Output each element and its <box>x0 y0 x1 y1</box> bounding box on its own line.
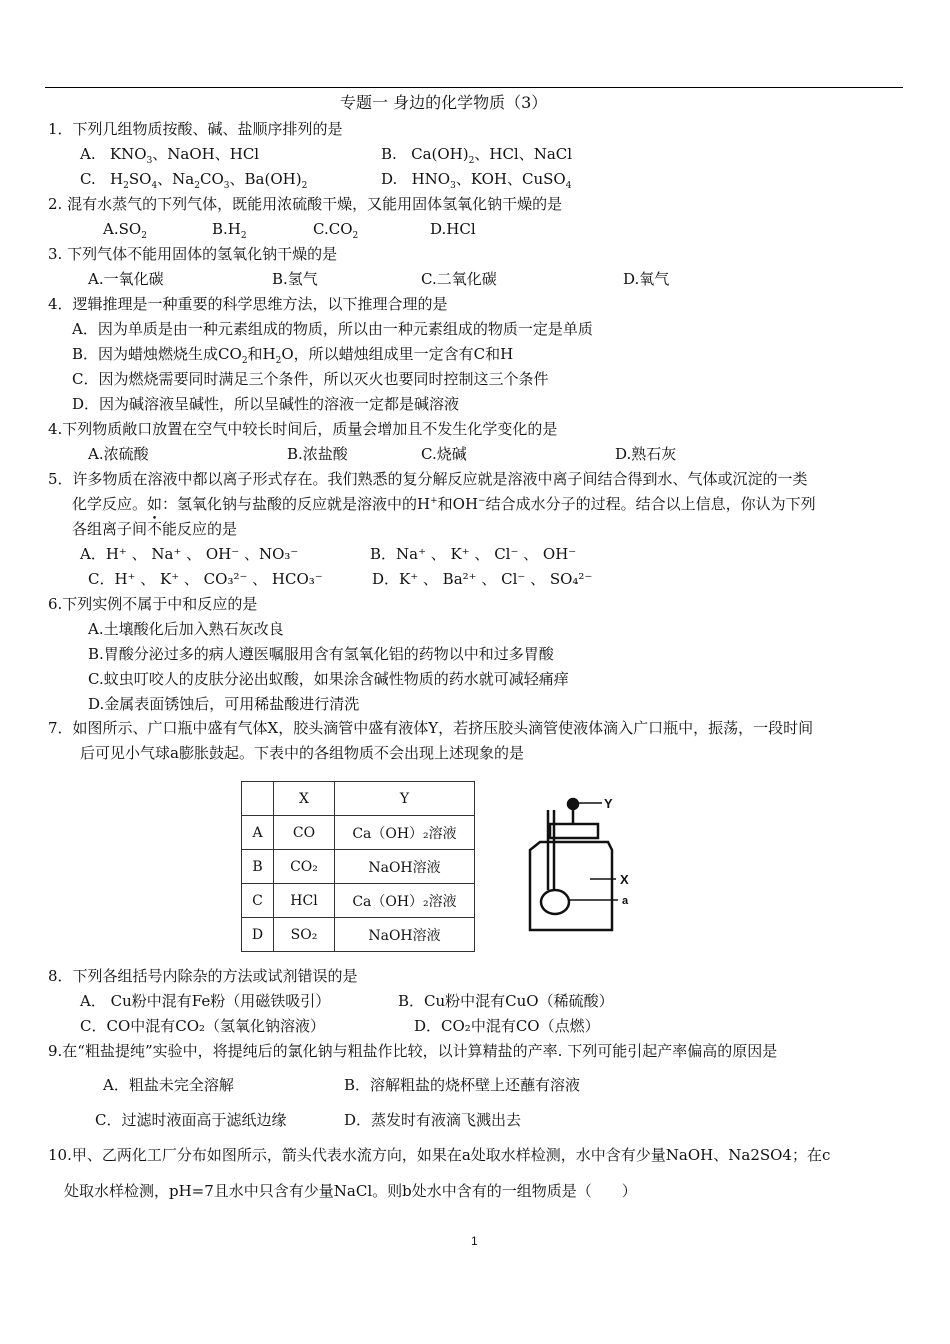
table-row <box>242 918 475 952</box>
table-header-cell <box>242 782 274 816</box>
q10-line2: 处取水样检测，pH=7且水中只含有少量NaCl。则b处水中含有的一组物质是（ ） <box>64 1182 637 1200</box>
q6-option-d: D.金属表面锈蚀后，可用稀盐酸进行清洗 <box>88 695 360 713</box>
q6-stem: 6.下列实例不属于中和反应的是 <box>48 595 258 613</box>
q2-option-c: $C.CO_2$ <box>313 220 359 241</box>
q5-line3: 各组离子间不能反应的是 <box>72 520 238 538</box>
q1-option-d: D. $HNO_3$、KOH、CuSO$_4$ <box>381 170 572 191</box>
q4b-option-a: A.浓硫酸 <box>88 445 149 463</box>
q4b-stem: 4.下列物质敞口放置在空气中较长时间后，质量会增加且不发生化学变化的是 <box>48 420 558 438</box>
q6-option-c: C.蚊虫叮咬人的皮肤分泌出蚁酸，如果涂含碱性物质的药水就可减轻痛痒 <box>88 670 569 688</box>
table-cell: CO₂ <box>274 850 335 884</box>
table-cell: A <box>242 816 274 850</box>
q10-line1: 10.甲、乙两化工厂分布如图所示，箭头代表水流方向，如果在a处取水样检测，水中含有少量NaOH、Na2SO4；在c <box>48 1146 831 1164</box>
q3-option-c: C.二氧化碳 <box>421 270 497 288</box>
q7-line2: 后可见小气球a膨胀鼓起。下表中的各组物质不会出现上述现象的是 <box>80 744 524 762</box>
table-row <box>242 850 475 884</box>
page-title: 专题一 身边的化学物质（3） <box>340 93 548 112</box>
q8-option-d: D．CO₂中混有CO（点燃） <box>414 1017 600 1035</box>
q5-option-a: A．H⁺ 、 Na⁺ 、 OH⁻ 、NO₃⁻ <box>80 545 299 563</box>
q1-option-a: A. $KNO_3$、NaOH、HCl <box>80 145 260 166</box>
table-cell: CO <box>274 816 335 850</box>
q3-option-b: B.氢气 <box>272 270 318 288</box>
table-header-row <box>242 782 475 816</box>
table-row <box>242 884 475 918</box>
q4-option-a: A．因为单质是由一种元素组成的物质，所以由一种元素组成的物质一定是单质 <box>72 320 593 338</box>
q5-line1: 5．许多物质在溶液中都以离子形式存在。我们熟悉的复分解反应就是溶液中离子间结合得到水、气体或沉淀的一类 <box>48 470 808 488</box>
q3-stem: 3. 下列气体不能用固体的氢氧化钠干燥的是 <box>48 245 338 263</box>
dropper-bulb <box>568 799 578 809</box>
q9-option-b: B．溶解粗盐的烧杯壁上还蘸有溶液 <box>344 1076 581 1094</box>
table-cell: B <box>242 850 274 884</box>
table-header-cell: X <box>274 782 335 816</box>
q9-option-a: A．粗盐未完全溶解 <box>103 1076 234 1094</box>
q2-option-b: $B.H_2$ <box>212 220 247 241</box>
balloon <box>541 890 569 914</box>
q5-option-d: D．K⁺ 、 Ba²⁺ 、 Cl⁻ 、 SO₄²⁻ <box>372 570 593 588</box>
q8-option-a: A． Cu粉中混有Fe粉（用磁铁吸引） <box>80 992 331 1010</box>
q7-line1: 7．如图所示、广口瓶中盛有气体X，胶头滴管中盛有液体Y，若挤压胶头滴管使液体滴入广口瓶中，振荡，一段时间 <box>48 719 814 737</box>
top-rule <box>45 87 903 88</box>
table-cell: SO₂ <box>274 918 335 952</box>
table-header-cell: Y <box>335 782 475 816</box>
q5-option-c: C．H⁺ 、 K⁺ 、 CO₃²⁻ 、 HCO₃⁻ <box>88 570 323 588</box>
table-cell: D <box>242 918 274 952</box>
stopper <box>550 824 598 838</box>
q9-option-c: C．过滤时液面高于滤纸边缘 <box>95 1111 287 1129</box>
q4b-option-c: C.烧碱 <box>421 445 467 463</box>
table-row <box>242 816 475 850</box>
q5-line2: 化学反应。如：氢氧化钠与盐酸的反应就是溶液中的H+和OH−结合成水分子的过程。结合以上信息，你认为下列 <box>72 495 816 513</box>
q4-stem: 4．逻辑推理是一种重要的科学思维方法，以下推理合理的是 <box>48 295 448 313</box>
q2-option-a: $A.SO_2$ <box>103 220 147 241</box>
table-cell: Ca（OH）₂溶液 <box>335 816 475 850</box>
table-cell: NaOH溶液 <box>335 850 475 884</box>
q4b-option-d: D.熟石灰 <box>615 445 677 463</box>
q7-table <box>241 781 475 952</box>
q8-stem: 8．下列各组括号内除杂的方法或试剂错误的是 <box>48 967 358 985</box>
page-number: 1 <box>471 1234 478 1248</box>
q9-option-d: D．蒸发时有液滴飞溅出去 <box>344 1111 522 1129</box>
q2-option-d: D.HCl <box>430 220 476 238</box>
q1-option-b: B. $Ca(OH)_2$、HCl、NaCl <box>381 145 573 166</box>
q4b-option-b: B.浓盐酸 <box>287 445 348 463</box>
label-x: X <box>620 872 629 887</box>
q6-option-a: A.土壤酸化后加入熟石灰改良 <box>88 620 284 638</box>
label-y: Y <box>604 796 613 811</box>
bottle <box>530 842 612 930</box>
q3-option-a: A.一氧化碳 <box>88 270 164 288</box>
q8-option-c: C．CO中混有CO₂（氢氧化钠溶液） <box>80 1017 326 1035</box>
table-cell: HCl <box>274 884 335 918</box>
q1-option-c: C. $H_2SO_4$、$Na_2CO_3$、$Ba(OH)_2$ <box>80 170 308 191</box>
q3-option-d: D.氧气 <box>623 270 670 288</box>
q4-option-c: C．因为燃烧需要同时满足三个条件，所以灭火也要同时控制这三个条件 <box>72 370 549 388</box>
q1-stem: 1．下列几组物质按酸、碱、盐顺序排列的是 <box>48 120 343 138</box>
table-cell: NaOH溶液 <box>335 918 475 952</box>
table-cell: Ca（OH）₂溶液 <box>335 884 475 918</box>
q9-stem: 9.在“粗盐提纯”实验中，将提纯后的氯化钠与粗盐作比较，以计算精盐的产率. 下列可能引起产率偏高的原因是 <box>48 1042 778 1060</box>
q6-option-b: B.胃酸分泌过多的病人遵医嘱服用含有氢氧化铝的药物以中和过多胃酸 <box>88 645 554 663</box>
q8-option-b: B．Cu粉中混有CuO（稀硫酸） <box>398 992 614 1010</box>
q5-option-b: B．Na⁺ 、 K⁺ 、 Cl⁻ 、 OH⁻ <box>370 545 577 563</box>
table-cell: C <box>242 884 274 918</box>
q4-option-b: B．因为蜡烛燃烧生成$CO_2$和$H_2O$，所以蜡烛组成里一定含有C和H <box>72 345 514 366</box>
label-a: a <box>622 895 629 907</box>
q4-option-d: D．因为碱溶液呈碱性，所以呈碱性的溶液一定都是碱溶液 <box>72 395 460 413</box>
q2-stem: 2. 混有水蒸气的下列气体，既能用浓硫酸干燥，又能用固体氢氧化钠干燥的是 <box>48 195 563 213</box>
apparatus-figure <box>510 780 660 940</box>
